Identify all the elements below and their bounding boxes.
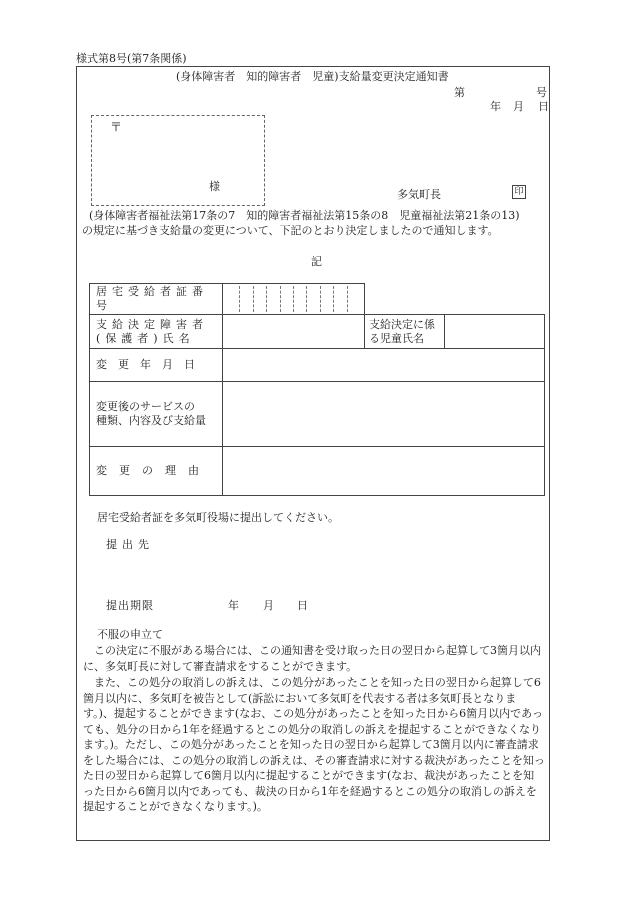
objection-paragraph-1: この決定に不服がある場合には、この通知書を受け取った日の翌日から起算して3箇月以内に、多気町長に対して審査請求をすることができます。 (83, 644, 541, 673)
date-month: 月 (513, 100, 524, 113)
cert-number-label: 居宅受給者証番号 (90, 284, 223, 315)
date-year: 年 (490, 100, 501, 113)
change-date-label: 変更年月日 (90, 349, 223, 382)
table-row (90, 284, 545, 315)
document-title: (身体障害者 知的障害者 児童)支給量変更決定通知書 (176, 70, 449, 83)
child-name-field (445, 315, 545, 349)
decided-person-name-field (223, 315, 365, 349)
ki-heading: 記 (311, 255, 322, 268)
table-row (90, 382, 545, 447)
detail-table (89, 283, 545, 496)
table-row (90, 349, 545, 382)
reason-field (223, 447, 545, 496)
deadline-label: 提出期限 (106, 599, 154, 612)
number-prefix: 第 (454, 86, 465, 99)
cert-number-cells (227, 286, 360, 312)
service-label: 変更後のサービスの 種類、内容及び支給量 (90, 382, 223, 447)
objection-heading: 不服の申立て (97, 628, 163, 641)
postal-mark: 〒 (110, 120, 123, 134)
legal-basis-line-1: (身体障害者福祉法第17条の7 知的障害者福祉法第15条の8 児童福祉法第21条の13) (89, 209, 520, 222)
objection-paragraph-2: また、この処分の取消しの訴えは、この処分があったことを知った日の翌日から起算して6箇月以内に、多気町を被告として(訴訟において多気町を代表する者は多気町長となります。)、提起することができます(なお、この処分があったことを知った日から6箇月以内であっても、処分の日から1年を経過するとこの処分の取消しの訴えを提起することができなくなります。)。ただし、この処分があったことを知った日の翌日から起算して3箇月以内に審査請求をした場合には、この処分の取消しの訴えは、その審査請求に対する裁決があったことを知った日の翌日から起算して6箇月以内に提起することができます(なお、裁決があったことを知った日から6箇月以内であっても、裁決の日から1年を経過するとこの処分の取消しの訴えを提起することができなくなります。)。 (83, 676, 545, 813)
table-row (90, 315, 545, 349)
number-suffix: 号 (536, 86, 547, 99)
submit-to-label: 提出先 (106, 538, 154, 551)
recipient-honorific: 様 (209, 180, 220, 193)
issuer-name: 多気町長 (397, 188, 441, 201)
reason-label: 変更の理由 (90, 447, 223, 496)
service-field (223, 382, 545, 447)
deadline-year: 年 (228, 599, 239, 612)
child-name-label: 支給決定に係 る児童氏名 (365, 315, 445, 349)
deadline-month: 月 (263, 599, 274, 612)
table-row (90, 447, 545, 496)
seal-mark: 印 (512, 185, 526, 199)
deadline-day: 日 (297, 599, 308, 612)
decided-person-label: 支給決定障害者 (保護者)氏名 (90, 315, 223, 349)
change-date-field (223, 349, 545, 382)
date-day: 日 (538, 100, 549, 113)
legal-basis-line-2: の規定に基づき支給量の変更について、下記のとおり決定しましたので通知します。 (82, 224, 499, 237)
form-number: 様式第8号(第7条関係) (76, 52, 187, 65)
cert-number-field (223, 284, 365, 315)
submit-note: 居宅受給者証を多気町役場に提出してください。 (97, 511, 339, 524)
